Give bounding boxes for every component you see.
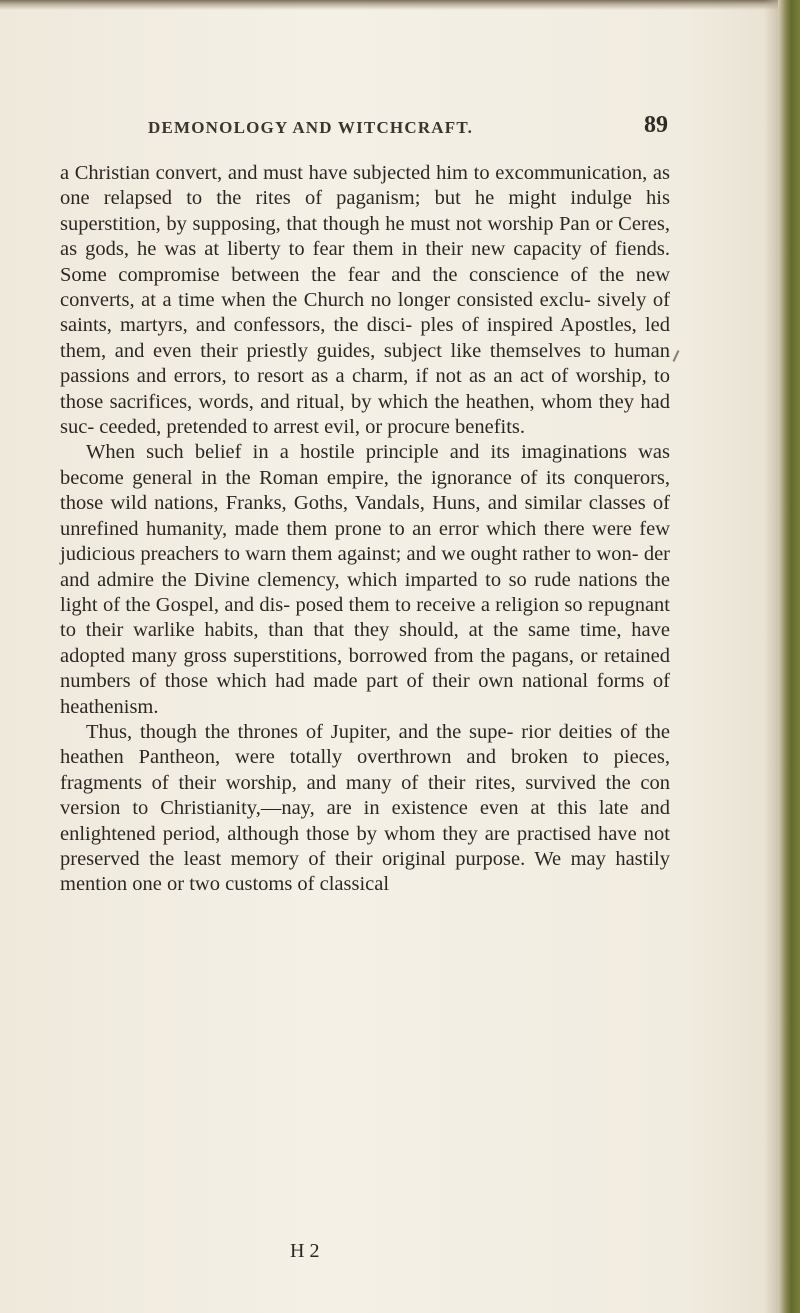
paragraph-2: When such belief in a hostile principle and its imaginations was become general in the Roman empire, the ignorance of its conquerors, those wild nations, Franks, Goths, Vandals, Huns, and similar classes of unrefined humanity, made them prone to an error which there were few judicious preachers to warn them against; and we ought rather to won- der and admire the Divine clemency, which imparted to so rude nations the light of the Gospel, and dis- posed them to receive a religion so repugnant to their warlike habits, than that they should, at the same time, have adopted many gross superstitions, borrowed from the pagans, or retained numbers of those which had made part of their own national forms of heathenism.: [60, 441, 670, 718]
page-top-edge: [0, 0, 800, 10]
running-title: DEMONOLOGY AND WITCHCRAFT.: [148, 118, 474, 137]
paragraph-3: Thus, though the thrones of Jupiter, and the supe- rior deities of the heathen Pantheon, were totally overthrown and broken to pieces, fragments of their worship, and many of their rites, survived the con version to Christianity,—nay, are in existence even at this late and enlightened period, although those by whom they are practised have not preserved the least memory of their original purpose. We may hastily mention one or two customs of classical: [60, 720, 670, 896]
signature-mark: H 2: [290, 1240, 320, 1262]
gutter-shadow: [764, 0, 778, 1313]
page-number: 89: [644, 112, 668, 138]
margin-mark: [673, 350, 680, 362]
book-spine-edge: [778, 0, 800, 1313]
body-text: [60, 161, 670, 898]
paragraph-1: a Christian convert, and must have subjected him to excommunication, as one relapsed to the rites of paganism; but he might indulge his superstition, by supposing, that though he must not worship Pan or Ceres, as gods, he was at liberty to fear them in their new capacity of fiends. Some compromise between the fear and the conscience of the new converts, at a time when the Church no longer consisted exclu- sively of saints, martyrs, and confessors, the disci- ples of inspired Apostles, led them, and even their priestly guides, subject like themselves to human passions and errors, to resort as a charm, if not as an act of worship, to those sacrifices, words, and ritual, by which the heathen, whom they had suc- ceeded, pretended to arrest evil, or procure benefits.: [60, 162, 670, 439]
page-header: [148, 112, 668, 144]
